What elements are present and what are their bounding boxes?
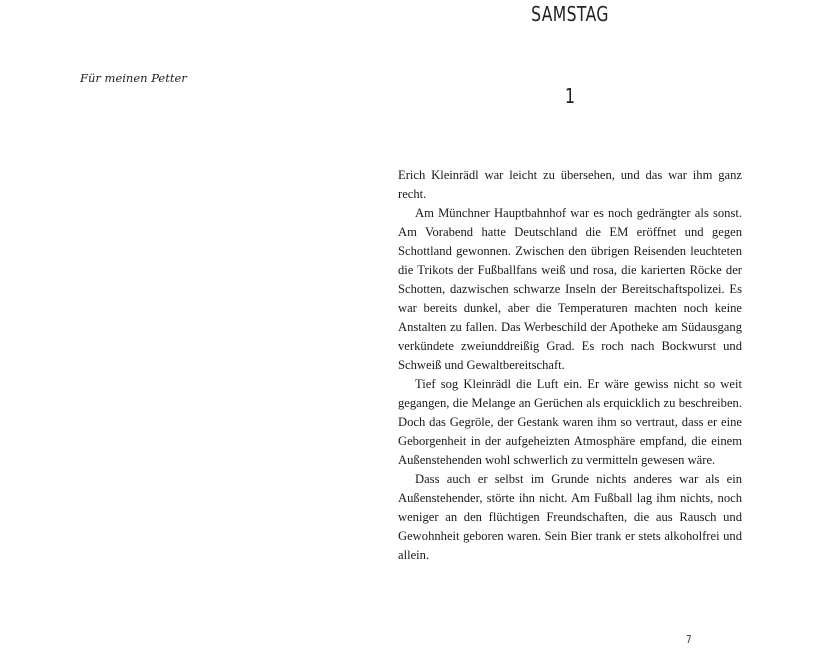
- paragraph: Tief sog Kleinrädl die Luft ein. Er wäre gewiss nicht so weit gegangen, die Melange an Gerüchen als erquicklich zu beschreiben. Doch das Gegröle, der Gestank waren ihm so vertraut, dass er eine Geborgenheit in der aufgeheizten Atmosphäre empfand, die einem Außenstehenden wohl schwerlich zu vermitteln gewesen wäre.: [398, 377, 742, 467]
- paragraph: Dass auch er selbst im Grunde nichts anderes war als ein Außenstehender, störte ihn nicht. Am Fußball lag ihm nichts, noch weniger an den flüchtigen Freundschaften, die aus Rausch und Gewohnheit geboren waren. Sein Bier trank er stets alkoholfrei und allein.: [398, 472, 742, 562]
- page-number: 7: [686, 633, 692, 646]
- section-number: 1: [564, 84, 576, 108]
- chapter-title: SAMSTAG: [531, 2, 609, 26]
- paragraph: Am Münchner Hauptbahnhof war es noch gedrängter als sonst. Am Vorabend hatte Deutschland die EM eröffnet und gegen Schottland gewonnen. Zwischen den übrigen Reisenden leuchteten die Trikots der Fußballfans weiß und rosa, die karierten Röcke der Schotten, dazwischen schwarze Inseln der Bereitschaftspolizei. Es war bereits dunkel, aber die Temperaturen machten noch keine Anstalten zu fallen. Das Werbeschild der Apotheke am Südausgang verkündete zweiunddreißig Grad. Es roch nach Bockwurst und Schweiß und Gewaltbereitschaft.: [398, 206, 742, 372]
- chapter-body: [398, 166, 742, 565]
- paragraph: Erich Kleinrädl war leicht zu übersehen, und das war ihm ganz recht.: [398, 168, 742, 201]
- dedication: Für meinen Petter: [80, 71, 187, 85]
